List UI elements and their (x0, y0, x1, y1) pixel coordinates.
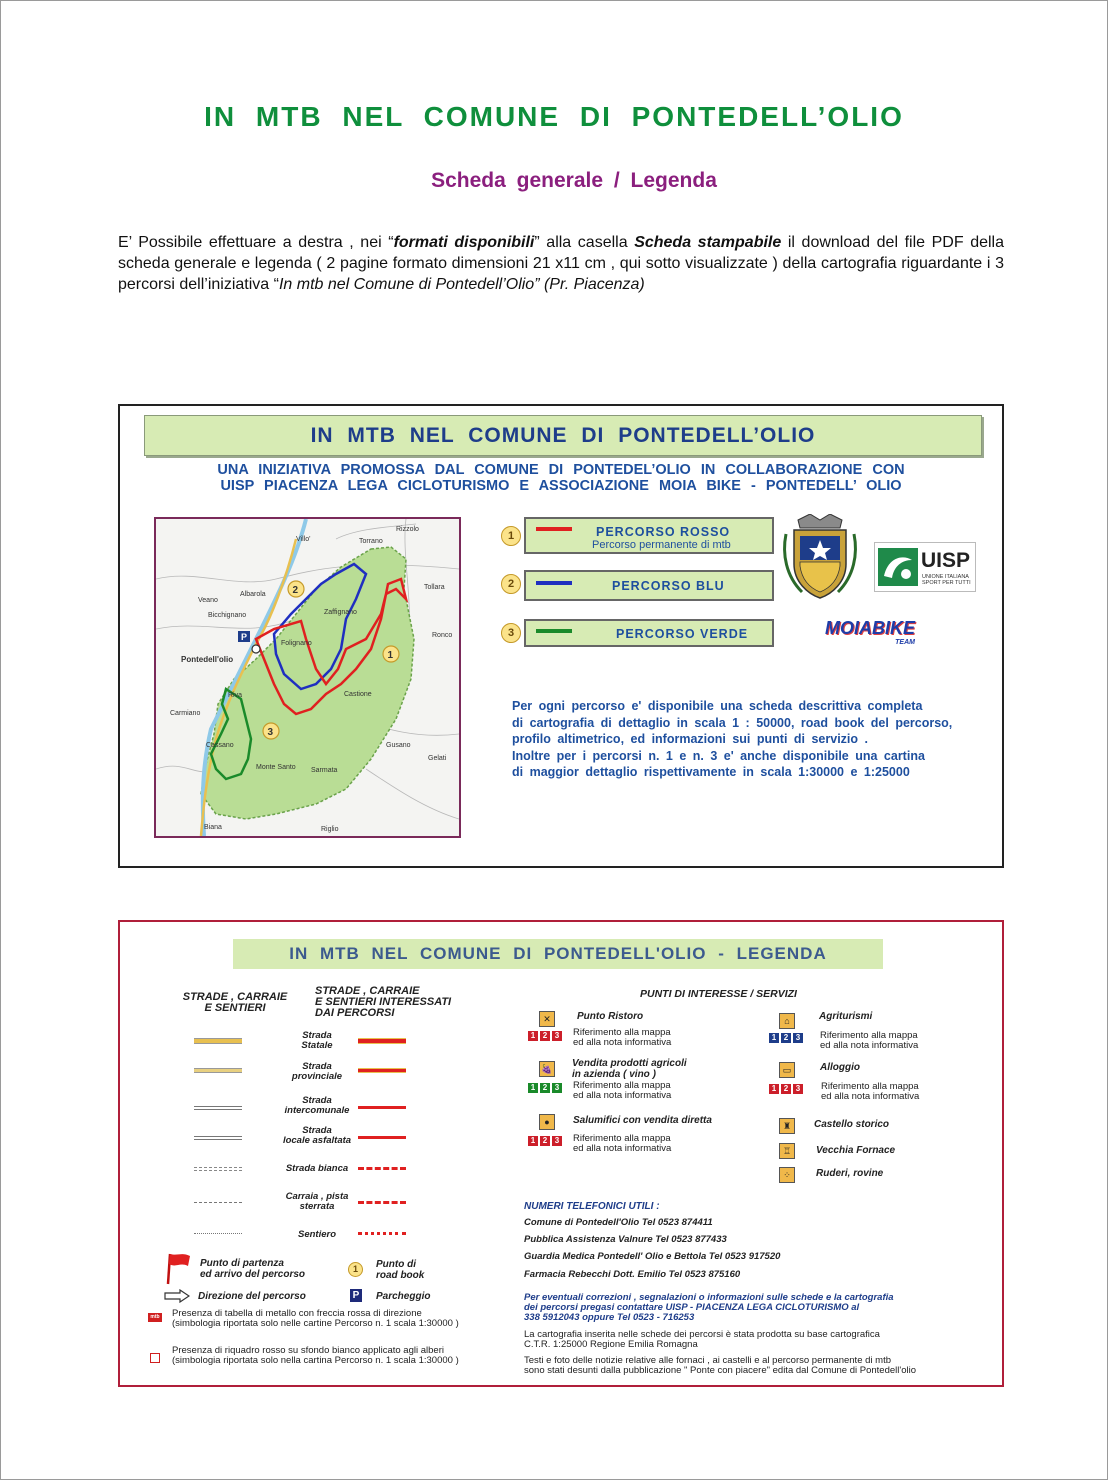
mtb-sign-icon: mtb (148, 1313, 162, 1322)
road-bianca-label (272, 1164, 362, 1174)
route-verde-label: PERCORSO VERDE (616, 627, 749, 641)
roadbook-number-icon: 1 (348, 1262, 363, 1277)
route-1-number: 1 (501, 526, 521, 546)
roadbook-l1: Punto di (376, 1259, 416, 1270)
ristoro-desc-l2: ed alla nota informativa (573, 1037, 672, 1048)
castello-label: Castello storico (814, 1119, 890, 1130)
page-subtitle: Scheda generale / Legenda (431, 169, 717, 192)
uisp-logo (874, 542, 976, 592)
initiative-text (166, 462, 956, 494)
salumifici-desc-l2: ed alla nota informativa (573, 1143, 672, 1154)
map-label-gusano: Gusano (386, 742, 411, 749)
map-label-sarmata: Sarmata (311, 767, 338, 774)
roadbook-label (376, 1260, 424, 1281)
agriturismi-num-1: 1 (769, 1033, 779, 1043)
info-text (512, 698, 990, 781)
ctr-note (524, 1330, 999, 1350)
uisp-emblem-icon (878, 548, 918, 586)
alloggio-numbers (769, 1084, 803, 1094)
route-rosso-label: PERCORSO ROSSO (596, 525, 731, 539)
ristoro-desc-l1: Riferimento alla mappa (573, 1027, 671, 1038)
intro-italic: In mtb nel Comune di Pontedell’Olio” (Pr. Piacenza) (278, 276, 645, 293)
map-label-biana: Biana (204, 824, 222, 831)
legenda-card (118, 920, 1004, 1387)
vendita-desc-l1: Riferimento alla mappa (573, 1080, 671, 1091)
note-2 (172, 1346, 532, 1366)
ruderi-icon: ⁘ (779, 1167, 795, 1183)
road-intercomunale-l2: intercomunale (284, 1105, 350, 1116)
map-label-carmiano: Carmiano (170, 710, 201, 717)
phone-assistenza: Pubblica Assistenza Valnure Tel 0523 877433 (524, 1234, 727, 1245)
info-line-4: Inoltre per i percorsi n. 1 e n. 3 e' anche disponibile una cartina (512, 748, 925, 763)
salumifici-numbers (528, 1136, 562, 1146)
ruderi-label: Ruderi, rovine (816, 1168, 884, 1179)
alloggio-label: Alloggio (820, 1062, 860, 1073)
road-sentiero-label (272, 1230, 362, 1240)
note-2-l2: (simbologia riportata solo nella cartina Percorso n. 1 scala 1:30000 ) (172, 1355, 459, 1366)
agriturismi-num-3: 3 (793, 1033, 803, 1043)
route-sentiero-line (358, 1232, 406, 1235)
uisp-name: UISP (921, 549, 971, 572)
road-intercomunale-line (194, 1106, 242, 1110)
road-locale-label (272, 1126, 362, 1146)
route-intercomunale-line (358, 1106, 406, 1109)
map-label-monte-santo: Monte Santo (256, 764, 296, 771)
phone-comune: Comune di Pontedell'Olio Tel 0523 874411 (524, 1217, 713, 1228)
note-1-l2: (simbologia riportata solo nelle cartine Percorso n. 1 scala 1:30000 ) (172, 1318, 459, 1329)
route-statale-line (358, 1038, 406, 1044)
route-rosso-box (524, 517, 774, 554)
road-provinciale-l2: provinciale (291, 1071, 343, 1082)
route-provinciale-line (358, 1068, 406, 1073)
ristoro-desc (573, 1028, 671, 1048)
ctr-l2: C.T.R. 1:25000 Regione Emilia Romagna (524, 1339, 698, 1350)
agriturismi-label: Agriturismi (819, 1011, 873, 1022)
start-flag-icon (164, 1252, 192, 1286)
alloggio-num-1: 1 (769, 1084, 779, 1094)
salumifici-desc (573, 1134, 671, 1154)
scheda-generale-card (118, 404, 1004, 868)
parking-label: Parcheggio (376, 1291, 431, 1302)
intro-text-1: E’ Possibile effettuare a destra , nei “ (118, 234, 394, 251)
route-roads-header-2: E SENTIERI INTERESSATI (315, 996, 452, 1008)
map-label-cassano: Cassano (206, 742, 234, 749)
legenda-banner: IN MTB NEL COMUNE DI PONTEDELL'OLIO - LEGENDA (233, 939, 883, 969)
intro-paragraph (118, 232, 1004, 295)
direction-label: Direzione del percorso (198, 1291, 306, 1302)
route-blu-line (536, 581, 572, 585)
road-statale-label (272, 1031, 362, 1051)
moiabike-name: MOIABIKE (825, 618, 915, 638)
note-1 (172, 1309, 532, 1329)
vendita-desc-l2: ed alla nota informativa (573, 1090, 672, 1101)
map-label-rizzolo: Rizzolo (396, 526, 419, 533)
route-blu-box (524, 570, 774, 601)
vendita-desc (573, 1081, 671, 1101)
uisp-subtitle (922, 574, 971, 586)
road-bianca-line (194, 1167, 242, 1171)
route-carraia-line (358, 1201, 406, 1204)
vendita-num-2: 2 (540, 1083, 550, 1093)
ristoro-num-3: 3 (552, 1031, 562, 1041)
map-label-veano: Veano (198, 597, 218, 604)
agriturismi-numbers (769, 1033, 803, 1043)
agriturismi-icon: ⌂ (779, 1013, 795, 1029)
map-label-riva: Riva (228, 692, 243, 699)
road-locale-line (194, 1136, 242, 1140)
roads-header-2: E SENTIERI (204, 1002, 266, 1014)
ristoro-num-1: 1 (528, 1031, 538, 1041)
road-provinciale-l1: Strada (302, 1061, 332, 1072)
direction-arrow-icon (164, 1289, 190, 1303)
phone-farmacia: Farmacia Rebecchi Dott. Emilio Tel 0523 875160 (524, 1269, 741, 1280)
road-statale-l2: Statale (301, 1040, 333, 1051)
map-parking-symbol: P (241, 632, 248, 642)
route-roads-header (315, 986, 475, 1019)
road-intercomunale-l1: Strada (302, 1095, 332, 1106)
map-label-villo: Villo' (296, 536, 311, 543)
info-line-3: profilo altimetrico, ed informazioni sui punti di servizio . (512, 732, 868, 746)
road-carraia-line (194, 1202, 242, 1203)
map-route-1-number: 1 (387, 650, 394, 661)
scheda-banner: IN MTB NEL COMUNE DI PONTEDELL’OLIO (144, 415, 982, 456)
ristoro-numbers (528, 1031, 562, 1041)
map-label-folignano: Folignano (281, 640, 312, 647)
route-map (154, 517, 461, 838)
vendita-l2: in azienda ( vino ) (572, 1068, 656, 1080)
salumifici-icon: ● (539, 1114, 555, 1130)
initiative-line-2: UISP PIACENZA LEGA CICLOTURISMO E ASSOCIAZIONE MOIA BIKE - PONTEDELL’ OLIO (220, 478, 902, 494)
castello-icon: ♜ (779, 1118, 795, 1134)
map-label-tollara: Tollara (424, 584, 445, 591)
agriturismi-desc (820, 1031, 918, 1051)
salumifici-label: Salumifici con vendita diretta (573, 1115, 712, 1126)
road-provinciale-line (194, 1068, 242, 1073)
corrections-l3: 338 5912043 oppure Tel 0523 - 716253 (524, 1312, 695, 1323)
road-provinciale-label (272, 1062, 362, 1082)
route-blu-label: PERCORSO BLU (612, 579, 725, 593)
road-sentiero-line (194, 1233, 242, 1234)
map-route-2-number: 2 (292, 585, 299, 596)
route-verde-box (524, 619, 774, 647)
fornace-icon: ♖ (779, 1143, 795, 1159)
moiabike-logo (825, 618, 915, 646)
alloggio-desc-l1: Riferimento alla mappa (821, 1081, 919, 1092)
ristoro-num-2: 2 (540, 1031, 550, 1041)
start-point-l2: ed arrivo del percorso (200, 1268, 306, 1280)
map-route-3-number: 3 (267, 727, 274, 738)
road-statale-l1: Strada (302, 1030, 332, 1041)
map-label-zaffignano: Zaffignano (324, 609, 357, 616)
roads-header-1: STRADE , CARRAIE (182, 991, 288, 1003)
road-carraia-label (272, 1192, 362, 1212)
info-line-2: di cartografia di dettaglio in scala 1 : 50000, road book del percorso, (512, 715, 953, 730)
alloggio-desc-l2: ed alla nota informativa (821, 1091, 920, 1102)
formati-disponibili-link: formati disponibili (393, 234, 535, 251)
vendita-numbers (528, 1083, 562, 1093)
map-label-castione: Castione (344, 691, 372, 698)
start-point-label (200, 1259, 305, 1280)
salumifici-num-2: 2 (540, 1136, 550, 1146)
route-bianca-line (358, 1167, 406, 1173)
intro-text-3: il download del file PDF della scheda generale e legenda ( 2 pagine formato dimensioni 21 x11 cm , qui sotto visualizzate ) della cartografia riguardante i 3 percorsi dell’iniziativa “ (118, 234, 1005, 293)
route-verde-line (536, 629, 572, 633)
source-l2: sono stati desunti dalla pubblicazione " Ponte con piacere" edita dal Comune di Pontedell'olio (524, 1365, 916, 1376)
fornace-label: Vecchia Fornace (816, 1145, 896, 1156)
road-sentiero-l1: Sentiero (297, 1229, 336, 1240)
corrections-note (524, 1293, 994, 1323)
map-label-gelati: Gelati (428, 755, 447, 762)
salumifici-num-3: 3 (552, 1136, 562, 1146)
salumifici-num-1: 1 (528, 1136, 538, 1146)
agriturismi-desc-l1: Riferimento alla mappa (820, 1030, 918, 1041)
info-line-5: di maggior dettaglio rispettivamente in scala 1:30000 e 1:25000 (512, 765, 910, 779)
intro-text-2: ” alla casella (534, 234, 635, 251)
punto-ristoro-label: Punto Ristoro (577, 1011, 644, 1022)
map-label-riglio: Riglio (321, 826, 339, 833)
route-3-number: 3 (501, 623, 521, 643)
phone-guardia-medica: Guardia Medica Pontedell' Olio e Bettola Tel 0523 917520 (524, 1251, 781, 1262)
salumifici-desc-l1: Riferimento alla mappa (573, 1133, 671, 1144)
alloggio-icon: ▭ (779, 1062, 795, 1078)
road-intercomunale-label (272, 1096, 362, 1116)
alloggio-num-3: 3 (793, 1084, 803, 1094)
moiabike-sub: TEAM (895, 639, 915, 646)
uisp-sub-2: SPORT PER TUTTI (922, 580, 971, 586)
corrections-l2: dei percorsi pregasi contattare UISP - PIACENZA LEGA CICLOTURISMO al (524, 1302, 860, 1313)
note-1-l1: Presenza di tabella di metallo con freccia rossa di direzione (172, 1308, 422, 1319)
route-2-number: 2 (501, 574, 521, 594)
vendita-num-3: 3 (552, 1083, 562, 1093)
alloggio-num-2: 2 (781, 1084, 791, 1094)
uisp-sub-1: UNIONE ITALIANA (922, 574, 969, 580)
red-square-icon (150, 1353, 160, 1363)
initiative-line-1: UNA INIZIATIVA PROMOSSA DAL COMUNE DI PONTEDEL’OLIO IN COLLABORAZIONE CON (217, 462, 905, 478)
note-2-l1: Presenza di riquadro rosso su sfondo bianco applicato agli alberi (172, 1345, 444, 1356)
roadbook-l2: road book (376, 1269, 425, 1281)
map-label-pontedellolio: Pontedell'olio (181, 655, 234, 664)
parking-icon: P (350, 1289, 362, 1302)
agriturismi-num-2: 2 (781, 1033, 791, 1043)
route-rosso-sub: Percorso permanente di mtb (592, 539, 731, 551)
road-bianca-l1: Strada bianca (285, 1163, 349, 1174)
scheda-stampabile-link: Scheda stampabile (634, 234, 782, 251)
road-carraia-l2: sterrata (299, 1201, 335, 1212)
ctr-l1: La cartografia inserita nelle schede dei percorsi è stata prodotta su base cartografica (524, 1329, 880, 1340)
vendita-num-1: 1 (528, 1083, 538, 1093)
route-roads-header-3: DAI PERCORSI (315, 1007, 395, 1019)
map-label-bicchignano: Bicchignano (208, 612, 247, 619)
agriturismi-desc-l2: ed alla nota informativa (820, 1040, 919, 1051)
page-title: IN MTB NEL COMUNE DI PONTEDELL’OLIO (204, 101, 904, 132)
route-locale-line (358, 1136, 406, 1139)
source-note (524, 1356, 999, 1376)
phones-header: NUMERI TELEFONICI UTILI : (524, 1201, 660, 1212)
map-drawing (156, 519, 459, 836)
punto-ristoro-icon: ✕ (539, 1011, 555, 1027)
map-label-albarola: Albarola (240, 591, 266, 598)
road-statale-line (194, 1038, 242, 1044)
roads-header (170, 992, 300, 1014)
services-header: PUNTI DI INTERESSE / SERVIZI (640, 988, 797, 1000)
corrections-l1: Per eventuali correzioni , segnalazioni o informazioni sulle schede e la cartografia (524, 1292, 894, 1303)
road-locale-l2: locale asfaltata (282, 1135, 352, 1146)
alloggio-desc (821, 1082, 919, 1102)
road-locale-l1: Strada (302, 1125, 332, 1136)
road-carraia-l1: Carraia , pista (285, 1191, 349, 1202)
map-label-torrano: Torrano (359, 538, 383, 545)
vendita-l1: Vendita prodotti agricoli (572, 1058, 687, 1069)
route-rosso-line (536, 527, 572, 531)
vendita-prodotti-label (572, 1059, 687, 1080)
info-line-1: Per ogni percorso e' disponibile una scheda descrittiva completa (512, 699, 923, 713)
route-roads-header-1: STRADE , CARRAIE (315, 985, 420, 997)
map-label-ronco: Ronco (432, 632, 453, 639)
source-l1: Testi e foto delle notizie relative alle fornaci , ai castelli e al percorso permanente di mtb (524, 1355, 891, 1366)
comune-crest-icon (780, 514, 860, 600)
vendita-prodotti-icon: 🍇 (539, 1061, 555, 1077)
start-point-l1: Punto di partenza (200, 1258, 284, 1269)
